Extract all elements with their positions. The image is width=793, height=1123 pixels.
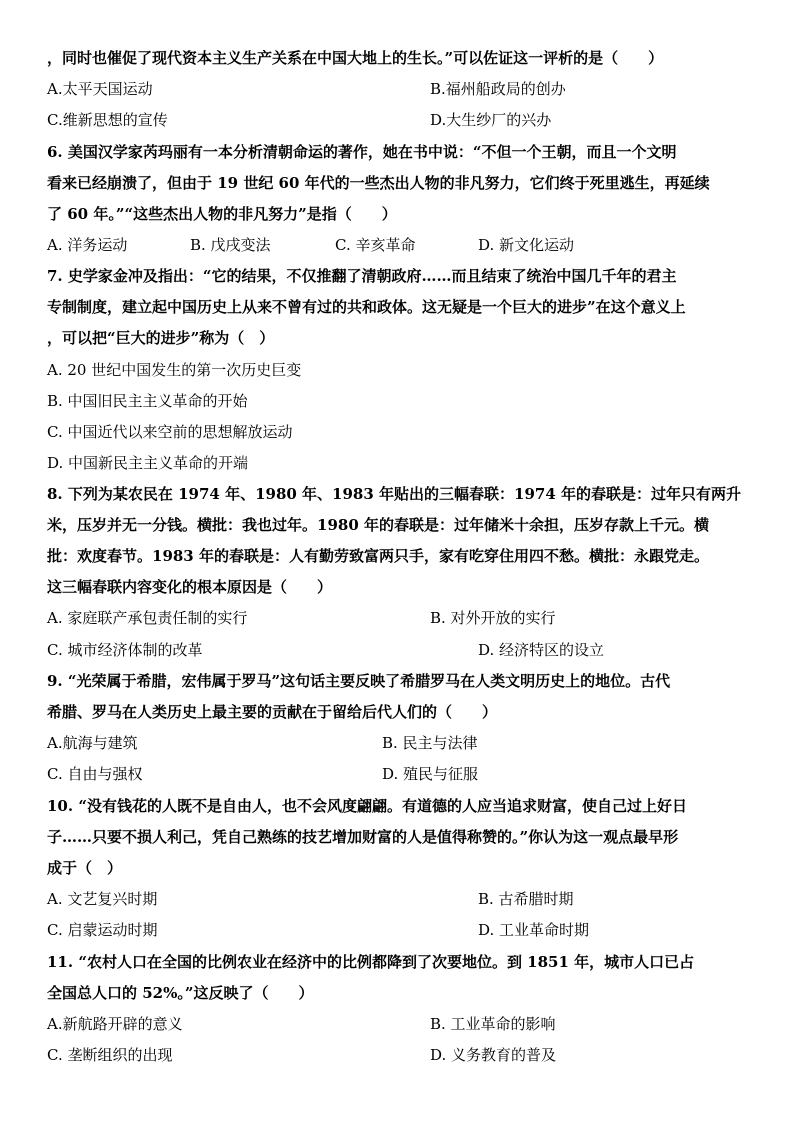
question-5-option-c[interactable]: C.维新思想的宣传 (47, 111, 168, 129)
question-10-line-3: 成于（ ） (47, 859, 123, 877)
question-9-option-d[interactable]: D. 殖民与征服 (382, 765, 479, 783)
question-7-option-d[interactable]: D. 中国新民主主义革命的开端 (47, 454, 249, 472)
question-11-option-a[interactable]: A.新航路开辟的意义 (47, 1015, 183, 1033)
question-5-tail: ，同时也催促了现代资本主义生产关系在中国大地上的生长。”可以佐证这一评析的是（ ） (47, 49, 664, 67)
question-10-option-c[interactable]: C. 启蒙运动时期 (47, 921, 158, 939)
question-8-option-c[interactable]: C. 城市经济体制的改革 (47, 641, 203, 659)
question-6-option-c[interactable]: C. 辛亥革命 (335, 236, 416, 254)
question-8-line-4: 这三幅春联内容变化的根本原因是（ ） (47, 578, 333, 596)
question-11-line-2: 全国总人口的 52%。”这反映了（ ） (47, 984, 314, 1002)
question-9-line-1: 9. “光荣属于希腊，宏伟属于罗马”这句话主要反映了希腊罗马在人类文明历史上的地位。古代 (47, 672, 671, 690)
question-6-option-a[interactable]: A. 洋务运动 (47, 236, 128, 254)
question-11-option-c[interactable]: C. 垄断组织的出现 (47, 1046, 173, 1064)
question-10-option-d[interactable]: D. 工业革命时期 (478, 921, 590, 939)
question-7-option-a[interactable]: A. 20 世纪中国发生的第一次历史巨变 (47, 361, 302, 379)
question-9-option-c[interactable]: C. 自由与强权 (47, 765, 143, 783)
question-6-line-2: 看来已经崩溃了，但由于 19 世纪 60 年代的一些杰出人物的非凡努力，它们终于死里逃生，再延续 (47, 174, 710, 192)
question-8-line-1: 8. 下列为某农民在 1974 年、1980 年、1983 年贴出的三幅春联：1974 年的春联是：过年只有两升 (47, 485, 741, 503)
question-8-option-a[interactable]: A. 家庭联产承包责任制的实行 (47, 609, 248, 627)
question-8-option-b[interactable]: B. 对外开放的实行 (430, 609, 556, 627)
question-10-line-2: 子……只要不损人利己，凭自己熟练的技艺增加财富的人是值得称赞的。”你认为这一观点最早形 (47, 828, 679, 846)
question-6-option-b[interactable]: B. 戊戌变法 (190, 236, 271, 254)
question-8-line-2: 米，压岁并无一分钱。横批：我也过年。1980 年的春联是：过年储米十余担，压岁存款上千元。横 (47, 516, 709, 534)
question-11-line-1: 11. “农村人口在全国的比例农业在经济中的比例都降到了次要地位。到 1851 年，城市人口已占 (47, 953, 695, 971)
question-6-option-d[interactable]: D. 新文化运动 (478, 236, 575, 254)
question-8-option-d[interactable]: D. 经济特区的设立 (478, 641, 605, 659)
question-7-line-1: 7. 史学家金冲及指出：“它的结果，不仅推翻了清朝政府……而且结束了统治中国几千年的君主 (47, 267, 677, 285)
question-5-option-d[interactable]: D.大生纱厂的兴办 (430, 111, 552, 129)
question-5-option-b[interactable]: B.福州船政局的创办 (430, 80, 566, 98)
question-9-option-a[interactable]: A.航海与建筑 (47, 734, 138, 752)
question-5-option-a[interactable]: A.太平天国运动 (47, 80, 153, 98)
question-7-line-2: 专制制度，建立起中国历史上从来不曾有过的共和政体。这无疑是一个巨大的进步”在这个意义上 (47, 298, 686, 316)
question-7-option-c[interactable]: C. 中国近代以来空前的思想解放运动 (47, 423, 293, 441)
question-10-option-a[interactable]: A. 文艺复兴时期 (47, 890, 158, 908)
question-9-line-2: 希腊、罗马在人类历史上最主要的贡献在于留给后代人们的（ ） (47, 703, 498, 721)
question-8-line-3: 批：欢度春节。1983 年的春联是：人有勤劳致富两只手，家有吃穿住用四不愁。横批：永跟党走。 (47, 547, 709, 565)
question-7-line-3: ，可以把“巨大的进步”称为（ ） (47, 329, 275, 347)
question-7-option-b[interactable]: B. 中国旧民主主义革命的开始 (47, 392, 248, 410)
question-11-option-d[interactable]: D. 义务教育的普及 (430, 1046, 557, 1064)
question-9-option-b[interactable]: B. 民主与法律 (382, 734, 478, 752)
question-6-line-1: 6. 美国汉学家芮玛丽有一本分析清朝命运的著作，她在书中说：“不但一个王朝，而且一个文明 (47, 143, 677, 161)
question-10-option-b[interactable]: B. 古希腊时期 (478, 890, 574, 908)
question-11-option-b[interactable]: B. 工业革命的影响 (430, 1015, 556, 1033)
question-10-line-1: 10. “没有钱花的人既不是自由人，也不会风度翩翩。有道德的人应当追求财富，使自己过上好日 (47, 797, 687, 815)
question-6-line-3: 了 60 年。”“这些杰出人物的非凡努力”是指（ ） (47, 205, 397, 223)
